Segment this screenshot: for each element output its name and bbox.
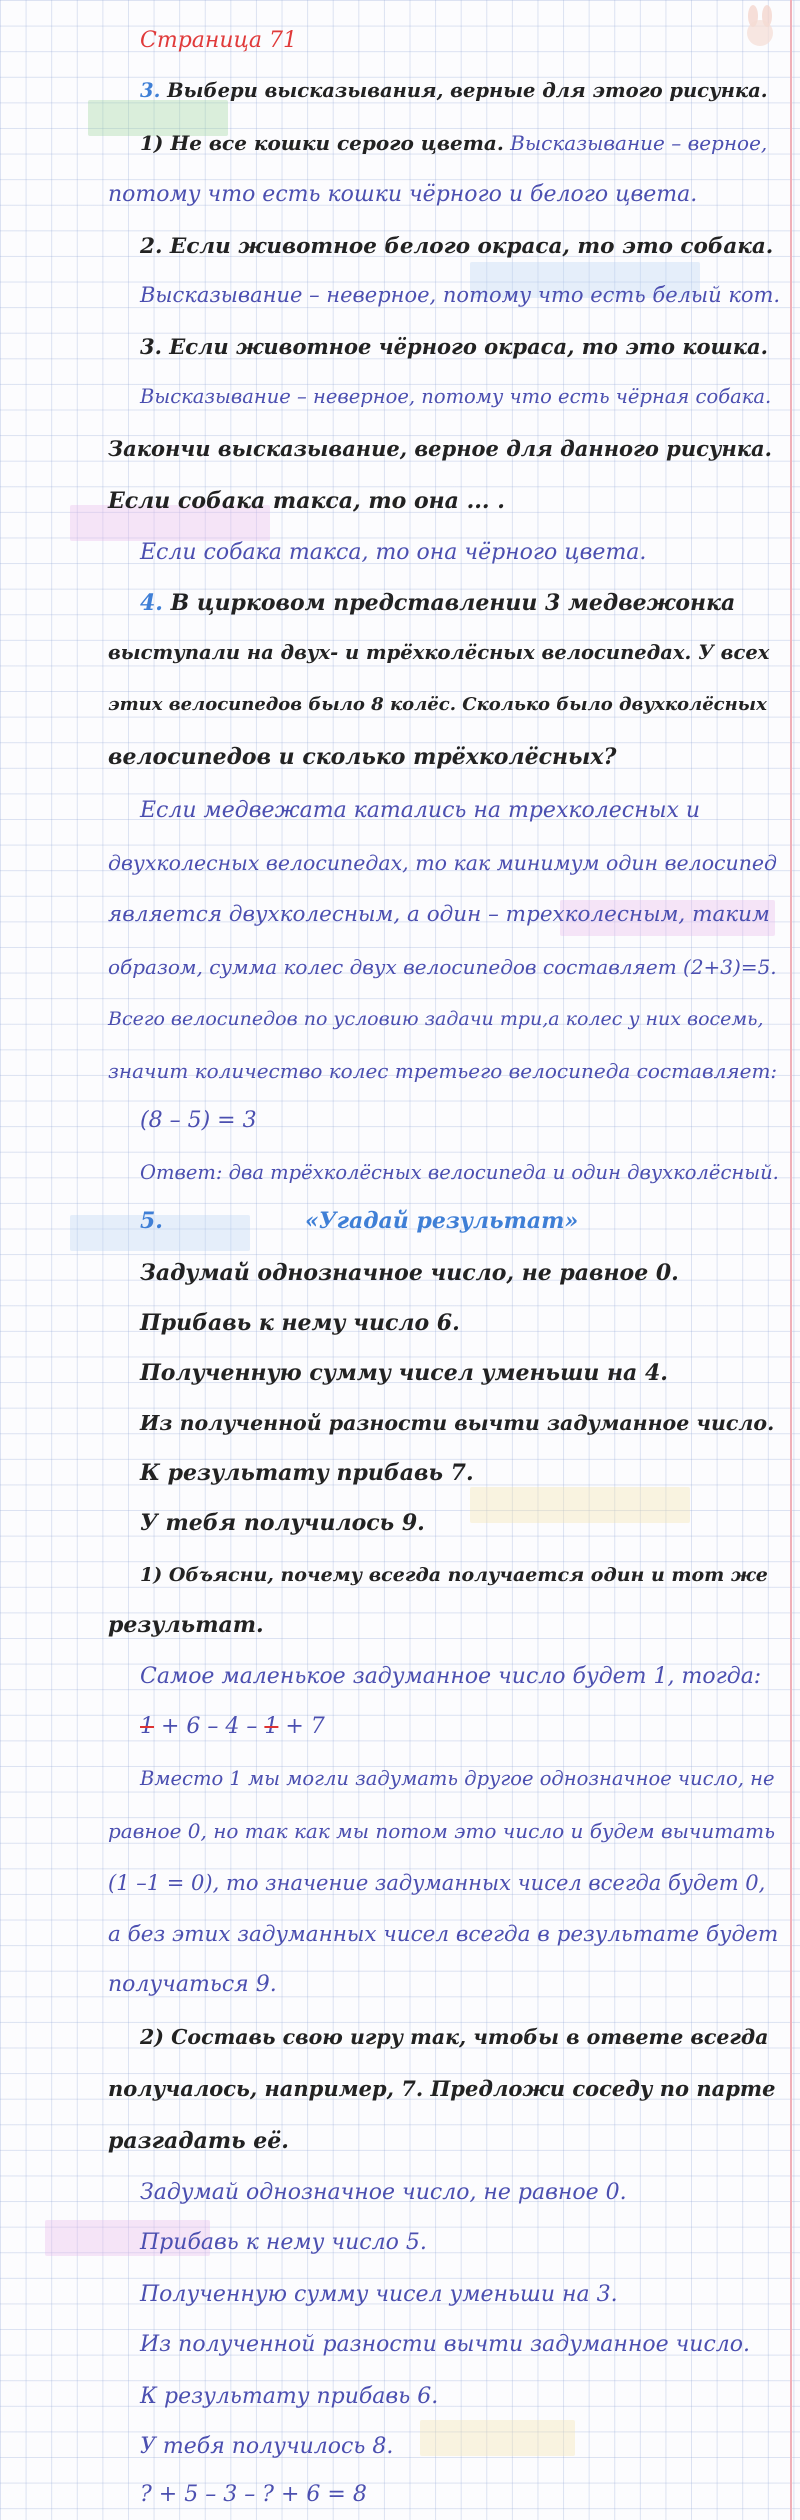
own-game-step-5: К результату прибавь 6. — [140, 2384, 439, 2409]
question-1-line-2: результат. — [108, 1612, 264, 1638]
solution-line-5: Всего велосипедов по условию задачи три,а колес у них восемь, — [108, 1008, 764, 1030]
game-step-1: Задумай однозначное число, не равное 0. — [140, 1260, 679, 1286]
own-game-step-1: Задумай однозначное число, не равное 0. — [140, 2180, 627, 2205]
explanation-line-4: а без этих задуманных чисел всегда в результате будет — [108, 1922, 779, 1947]
statement-1: 1) Не все кошки серого цвета. — [140, 131, 504, 155]
task-5-header — [140, 1204, 163, 1238]
task-4-number: 4. — [140, 590, 163, 616]
statement-to-finish: Если собака такса, то она ... . — [108, 488, 505, 514]
watermark-yellow — [470, 1487, 690, 1523]
task-5-title: «Угадай результат» — [305, 1208, 579, 1234]
solution-line-1: Если медвежата катались на трехколесных и — [140, 798, 701, 823]
explanation-line-3: (1 –1 = 0), то значение задуманных чисел всегда будет 0, — [108, 1871, 766, 1895]
question-2-line-2: получалось, например, 7. Предложи соседу по парте — [108, 2076, 776, 2101]
crossed-one: 1 — [140, 1714, 154, 1739]
task-4-question-1 — [140, 586, 735, 620]
task-3-question — [140, 74, 768, 108]
task-5-number: 5. — [140, 1208, 163, 1234]
solution-line-4: образом, сумма колес двух велосипедов составляет (2+3)=5. — [108, 955, 777, 979]
expression-middle: + 6 – 4 – — [154, 1714, 265, 1739]
answer-expression — [140, 1710, 325, 1744]
solution-line-2: двухколесных велосипедах, то как минимум один велосипед — [108, 851, 778, 875]
solution-line-3: является двухколесным, а один – трехколесным, таким — [108, 902, 770, 927]
crossed-one: 1 — [264, 1714, 279, 1739]
own-game-step-3: Полученную сумму чисел уменьши на 3. — [140, 2282, 618, 2307]
game-step-6: У тебя получилось 9. — [140, 1510, 425, 1536]
task-4-question-2: выступали на двух- и трёхколёсных велосипедах. У всех — [108, 641, 770, 664]
explanation-line-1: Вместо 1 мы могли задумать другое однозначное число, не — [140, 1767, 775, 1790]
task-4-answer: Ответ: два трёхколёсных велосипеда и один двухколёсный. — [140, 1161, 779, 1184]
task-4-text-1: В цирковом представлении 3 медвежонка — [170, 590, 736, 616]
statement-3: 3. Если животное чёрного окраса, то это кошка. — [140, 334, 768, 359]
task-4-question-3: этих велосипедов было 8 колёс. Сколько было двухколёсных — [108, 694, 767, 715]
own-game-step-6: У тебя получилось 8. — [140, 2434, 394, 2459]
game-step-3: Полученную сумму чисел уменьши на 4. — [140, 1360, 668, 1386]
task-3-number: 3. — [140, 79, 161, 102]
finish-answer: Если собака такса, то она чёрного цвета. — [140, 540, 647, 565]
question-1-line-1: 1) Объясни, почему всегда получается один и тот же — [140, 1564, 768, 1586]
own-game-expression: ? + 5 – 3 – ? + 6 = 8 — [140, 2482, 367, 2507]
task-4-question-4: велосипедов и сколько трёхколёсных? — [108, 744, 617, 770]
expression-end: + 7 — [278, 1714, 325, 1739]
statement-2: 2. Если животное белого окраса, то это собака. — [140, 234, 774, 259]
game-step-5: К результату прибавь 7. — [140, 1460, 474, 1486]
task-3-text: Выбери высказывания, верные для этого рисунка. — [167, 79, 768, 102]
task-3-line-1 — [140, 126, 767, 160]
question-2-line-3: разгадать её. — [108, 2128, 289, 2154]
answer-2: Высказывание – неверное, потому что есть белый кот. — [140, 283, 781, 307]
answer-3: Высказывание – неверное, потому что есть чёрная собака. — [140, 385, 772, 408]
own-game-step-2: Прибавь к нему число 5. — [140, 2230, 427, 2255]
explanation-line-5: получаться 9. — [108, 1972, 277, 1997]
own-game-step-4: Из полученной разности вычти задуманное число. — [140, 2332, 751, 2357]
question-2-line-1: 2) Составь свою игру так, чтобы в ответе всегда — [140, 2025, 769, 2049]
game-step-4: Из полученной разности вычти задуманное число. — [140, 1411, 775, 1435]
notebook-margin-line — [790, 0, 792, 2520]
solution-expression: (8 – 5) = 3 — [140, 1108, 257, 1133]
answer-intro: Самое маленькое задуманное число будет 1, тогда: — [140, 1664, 762, 1689]
solution-line-6: значит количество колес третьего велосипеда составляет: — [108, 1059, 778, 1083]
answer-1-part1: Высказывание – верное, — [510, 131, 768, 155]
answer-1-part2: потому что есть кошки чёрного и белого цвета. — [108, 182, 698, 207]
finish-prompt: Закончи высказывание, верное для данного рисунка. — [108, 436, 772, 461]
explanation-line-2: равное 0, но так как мы потом это число и будем вычитать — [108, 1819, 775, 1843]
watermark-yellow — [420, 2420, 575, 2456]
page-title: Страница 71 — [140, 28, 298, 53]
bunny-logo-icon — [738, 4, 782, 48]
game-step-2: Прибавь к нему число 6. — [140, 1310, 460, 1336]
